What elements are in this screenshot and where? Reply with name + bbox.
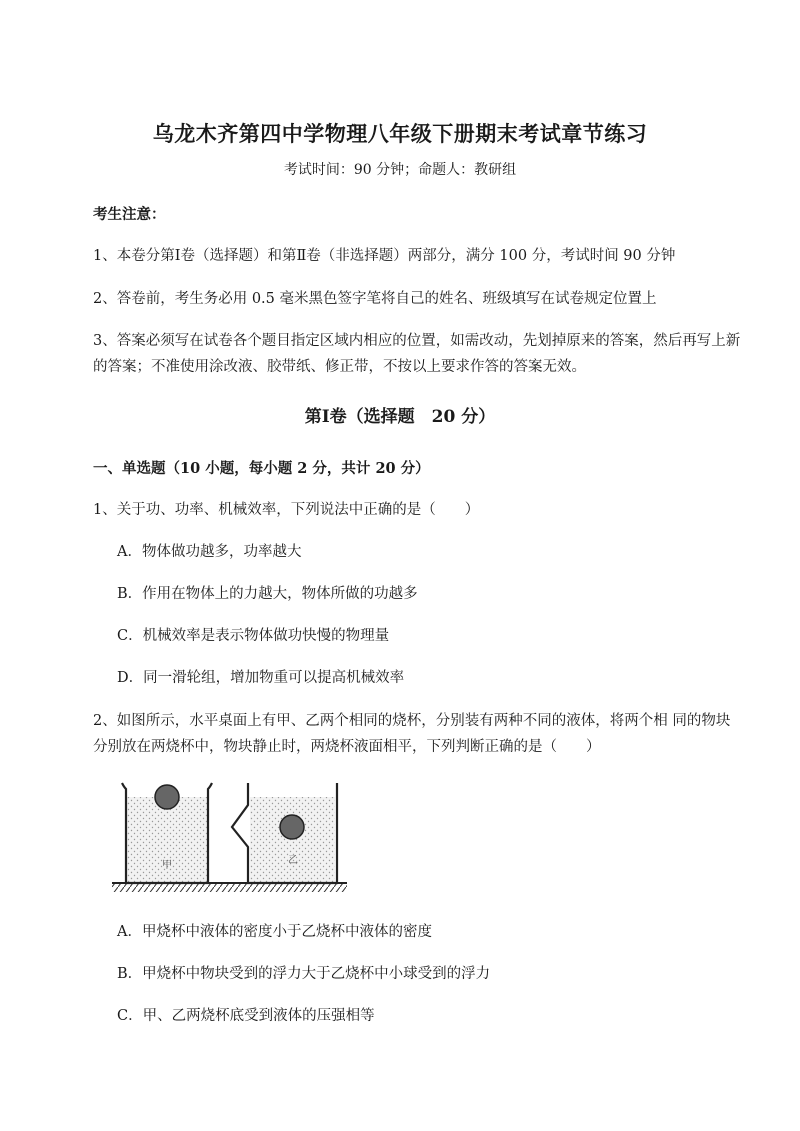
notice-item-3-line-1: 3、答案必须写在试卷各个题目指定区域内相应的位置，如需改动，先划掉原来的答案，然后再写上新 <box>93 333 741 349</box>
section-title: 第Ⅰ卷（选择题 20 分） <box>304 407 496 427</box>
notice-item-1: 1、本卷分第Ⅰ卷（选择题）和第Ⅱ卷（非选择题）两部分，满分 100 分，考试时间 90 分钟 <box>93 248 676 264</box>
question-2-option-c: C．甲、乙两烧杯底受到液体的压强相等 <box>117 1008 375 1024</box>
exam-info: 考试时间：90 分钟；命题人：教研组 <box>283 162 517 178</box>
part-heading: 一、单选题（10 小题，每小题 2 分，共计 20 分） <box>93 460 430 477</box>
block-left <box>155 785 179 809</box>
question-1-option-d: D．同一滑轮组，增加物重可以提高机械效率 <box>117 670 405 686</box>
notice-heading: 考生注意： <box>93 206 166 223</box>
notice-item-3-line-2: 的答案；不准使用涂改液、胶带纸、修正带，不按以上要求作答的答案无效。 <box>93 359 586 375</box>
beaker-left <box>122 783 212 883</box>
page-title: 乌龙木齐第四中学物理八年级下册期末考试章节练习 <box>152 121 648 146</box>
table-hatching <box>112 884 347 892</box>
beaker-right-label: 乙 <box>288 855 298 866</box>
question-1-option-c: C．机械效率是表示物体做功快慢的物理量 <box>117 628 390 644</box>
question-2-option-a: A．甲烧杯中液体的密度小于乙烧杯中液体的密度 <box>117 924 432 940</box>
question-1-option-a: A．物体做功越多，功率越大 <box>117 544 302 560</box>
question-2-option-b: B．甲烧杯中物块受到的浮力大于乙烧杯中小球受到的浮力 <box>117 966 491 982</box>
question-1-option-b: B．作用在物体上的力越大，物体所做的功越多 <box>117 586 418 602</box>
beakers-figure <box>112 775 347 895</box>
question-2-stem-line-2: 分别放在两烧杯中，物块静止时，两烧杯液面相平，下列判断正确的是（ ） <box>93 739 601 755</box>
block-right <box>280 815 304 839</box>
beaker-right <box>232 783 337 883</box>
liquid-right <box>250 797 335 883</box>
beaker-left-label: 甲 <box>162 860 172 871</box>
question-1-stem: 1、关于功、功率、机械效率，下列说法中正确的是（ ） <box>93 502 480 518</box>
question-2-stem-line-1: 2、如图所示，水平桌面上有甲、乙两个相同的烧杯，分别装有两种不同的液体，将两个相 同的物块 <box>93 713 731 729</box>
notice-item-2: 2、答卷前，考生务必用 0.5 毫米黑色签字笔将自己的姓名、班级填写在试卷规定位置上 <box>93 291 657 307</box>
